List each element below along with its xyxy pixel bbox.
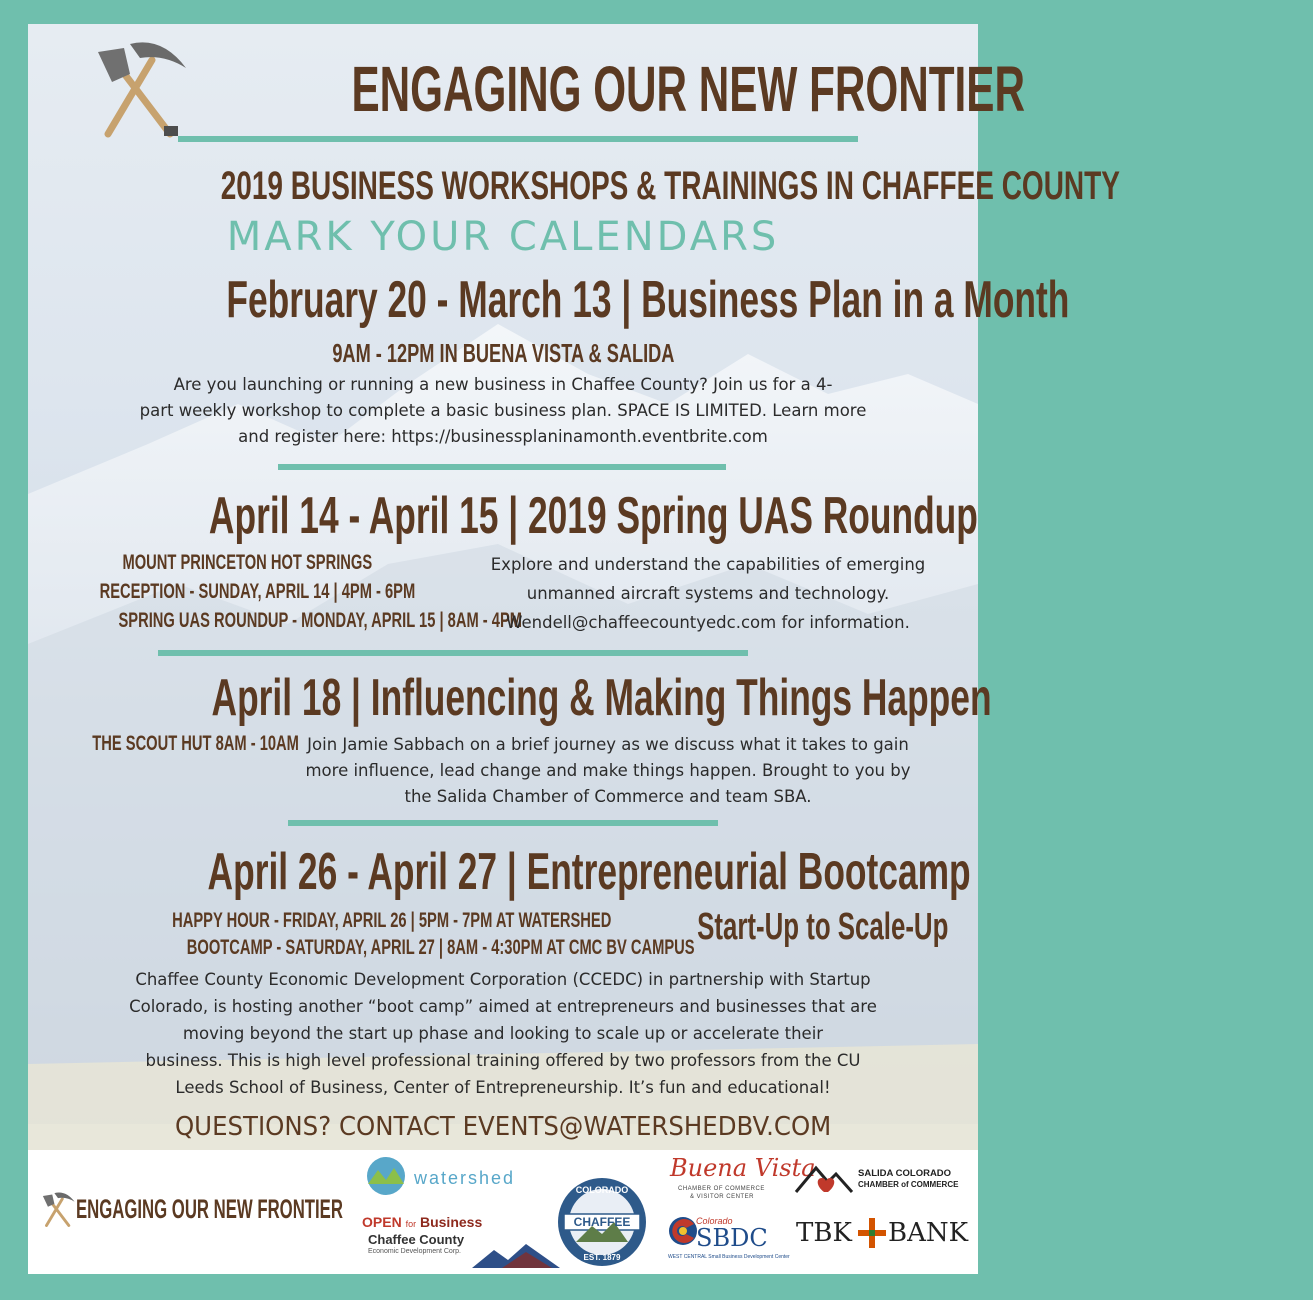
detail-line: BOOTCAMP - SATURDAY, APRIL 27 | 8AM - 4:30PM AT CMC BV CAMPUS bbox=[186, 936, 695, 959]
mountain-logo-icon bbox=[472, 1242, 560, 1270]
buena-vista-sub2: & VISITOR CENTER bbox=[690, 1194, 754, 1200]
frontier-logo-text: ENGAGING OUR NEW FRONTIER bbox=[76, 1194, 343, 1224]
sbdc-logo-text: SBDC bbox=[696, 1224, 768, 1252]
detail-line: MOUNT PRINCETON HOT SPRINGS bbox=[122, 551, 372, 574]
pick-and-shovel-icon bbox=[40, 1190, 76, 1230]
event-time: 9AM - 12PM IN BUENA VISTA & SALIDA bbox=[331, 338, 675, 368]
event-description bbox=[258, 732, 958, 810]
event-description bbox=[58, 966, 948, 1101]
event-description bbox=[68, 372, 938, 450]
sbdc-sub: WEST CENTRAL Small Business Development Center bbox=[668, 1254, 790, 1260]
detail-line: SPRING UAS ROUNDUP - MONDAY, APRIL 15 | 8AM - 4PM bbox=[118, 609, 523, 632]
body-line: Wendell@chaffeecountyedc.com for information. bbox=[506, 613, 910, 632]
seal-text-middle: CHAFFEE bbox=[573, 1215, 631, 1229]
body-line: and register here: https://businessplaninamonth.eventbrite.com bbox=[238, 427, 768, 446]
body-line: more influence, lead change and make things happen. Brought to you by bbox=[305, 761, 911, 780]
tbk-logo-text-b: BANK bbox=[888, 1218, 969, 1248]
colorado-flag-icon bbox=[668, 1216, 698, 1246]
body-line: the Salida Chamber of Commerce and team SBA. bbox=[404, 787, 812, 806]
logo-word: OPEN bbox=[362, 1214, 402, 1230]
event-details bbox=[32, 549, 523, 636]
tbk-logo-text-a: TBK bbox=[796, 1218, 852, 1248]
body-line: unmanned aircraft systems and technology. bbox=[526, 584, 890, 603]
seal-text-top: COLORADO bbox=[575, 1185, 629, 1195]
pick-and-shovel-icon bbox=[90, 38, 190, 144]
event-description bbox=[448, 550, 968, 637]
event-heading: April 26 - April 27 | Entrepreneurial Bootcamp bbox=[207, 843, 971, 901]
detail-line: HAPPY HOUR - FRIDAY, APRIL 26 | 5PM - 7PM AT WATERSHED bbox=[172, 909, 612, 932]
salida-line2: CHAMBER of COMMERCE bbox=[858, 1180, 959, 1189]
logo-word: Business bbox=[419, 1214, 483, 1230]
page-title: ENGAGING OUR NEW FRONTIER bbox=[351, 53, 1025, 125]
detail-line: RECEPTION - SUNDAY, APRIL 14 | 4PM - 6PM bbox=[99, 580, 416, 603]
open-for-business-logo bbox=[362, 1214, 482, 1230]
salida-mountain-heart-icon bbox=[794, 1162, 854, 1196]
event-heading: April 14 - April 15 | 2019 Spring UAS Roundup bbox=[208, 487, 978, 545]
body-line: Colorado, is hosting another “boot camp” aimed at entrepreneurs and businesses that are bbox=[129, 997, 877, 1016]
event-details bbox=[78, 908, 698, 962]
flyer-panel bbox=[28, 24, 1120, 1274]
tagline: MARK YOUR CALENDARS bbox=[226, 214, 780, 260]
body-line: Explore and understand the capabilities of emerging bbox=[490, 555, 926, 574]
body-line: business. This is high level professional training offered by two professors from the CU bbox=[145, 1051, 861, 1070]
contact-line: QUESTIONS? CONTACT EVENTS@WATERSHEDBV.COM bbox=[174, 1112, 832, 1142]
tbk-cross-icon bbox=[858, 1218, 886, 1248]
body-line: Leeds School of Business, Center of Entrepreneurship. It’s fun and educational! bbox=[175, 1078, 831, 1097]
open-for-business-line3: Economic Development Corp. bbox=[368, 1248, 461, 1255]
event-heading: April 18 | Influencing & Making Things Happen bbox=[211, 669, 992, 727]
divider bbox=[158, 650, 748, 656]
open-for-business-line2: Chaffee County bbox=[368, 1232, 465, 1247]
body-line: Are you launching or running a new business in Chaffee County? Join us for a 4- bbox=[173, 375, 833, 394]
sbdc-top: Colorado bbox=[696, 1216, 733, 1226]
chaffee-county-seal bbox=[556, 1176, 648, 1268]
divider bbox=[288, 820, 718, 826]
buena-vista-logo-text: Buena Vista bbox=[670, 1154, 816, 1182]
event-heading: February 20 - March 13 | Business Plan in a Month bbox=[226, 271, 1070, 329]
salida-line1: SALIDA COLORADO bbox=[858, 1168, 952, 1179]
body-line: Join Jamie Sabbach on a brief journey as we discuss what it takes to gain bbox=[307, 735, 909, 754]
body-line: part weekly workshop to complete a basic business plan. SPACE IS LIMITED. Learn more bbox=[139, 401, 867, 420]
logo-word: for bbox=[405, 1219, 417, 1229]
seal-text-bottom: EST. 1879 bbox=[583, 1253, 621, 1262]
event-details: THE SCOUT HUT 8AM - 10AM bbox=[92, 732, 299, 755]
buena-vista-sub1: CHAMBER OF COMMERCE bbox=[678, 1186, 765, 1192]
watershed-logo-icon bbox=[362, 1156, 410, 1196]
divider bbox=[278, 464, 726, 470]
divider bbox=[178, 136, 858, 142]
watershed-logo-text: watershed bbox=[414, 1168, 516, 1188]
body-line: moving beyond the start up phase and looking to scale up or accelerate their bbox=[182, 1024, 824, 1043]
page-subtitle: 2019 BUSINESS WORKSHOPS & TRAININGS IN CHAFFEE COUNTY bbox=[220, 164, 1120, 208]
event-subheading: Start-Up to Scale-Up bbox=[697, 906, 949, 948]
sponsor-footer bbox=[28, 1150, 978, 1274]
body-line: Chaffee County Economic Development Corporation (CCEDC) in partnership with Startup bbox=[135, 970, 871, 989]
